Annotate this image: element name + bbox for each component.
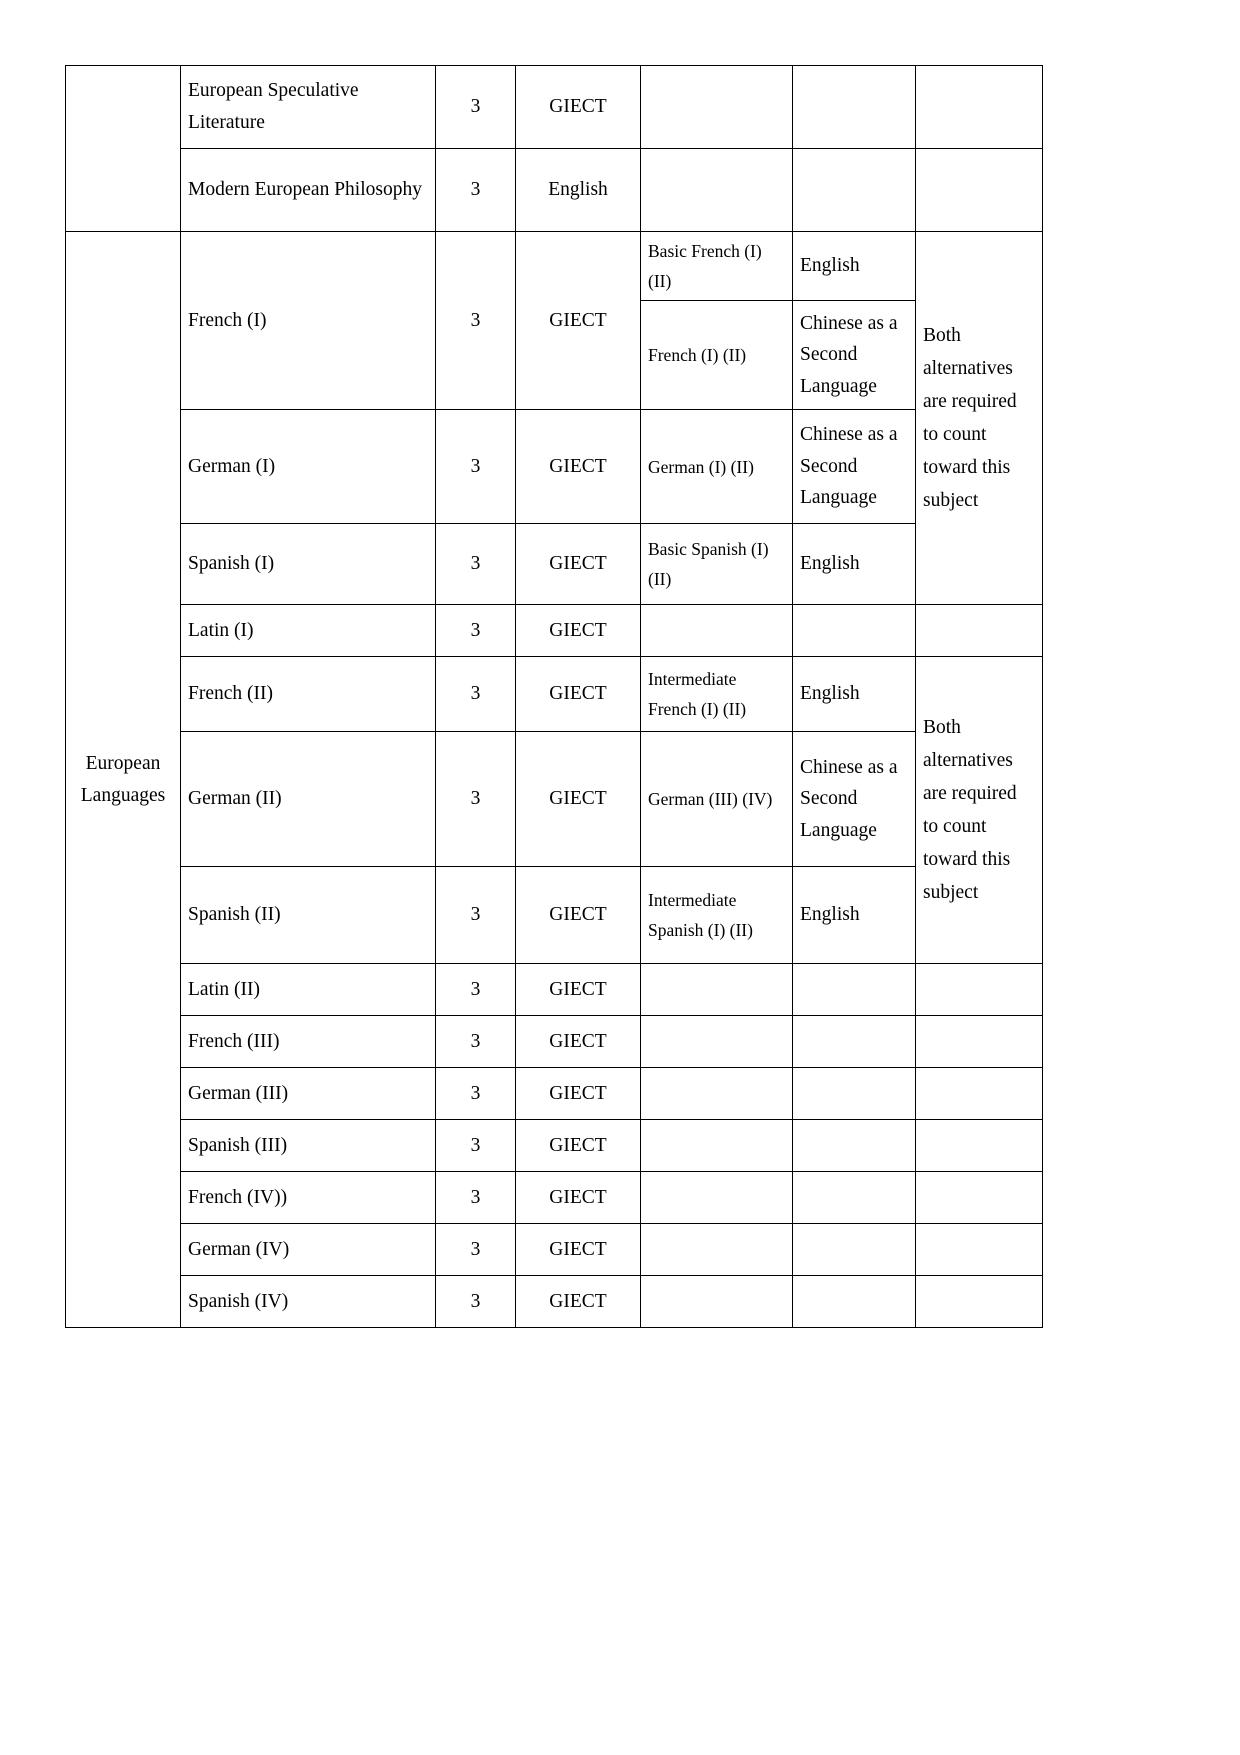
- table-row: [66, 732, 1043, 867]
- cell-credits: 3: [436, 410, 516, 524]
- cell-alternative-course: [641, 149, 793, 232]
- cell-medium: GIECT: [516, 867, 641, 964]
- cell-credits: 3: [436, 149, 516, 232]
- cell-alternative-course: Intermediate French (I) (II): [641, 657, 793, 732]
- cell-alternative-medium: English: [793, 524, 916, 605]
- cell-alternative-course: Basic Spanish (I) (II): [641, 524, 793, 605]
- table-row: [66, 1172, 1043, 1224]
- cell-alternative-medium: [793, 1120, 916, 1172]
- cell-course-name: German (II): [181, 732, 436, 867]
- cell-alternative-course: [641, 1120, 793, 1172]
- cell-alternative-course: [641, 1016, 793, 1068]
- cell-course-name: German (III): [181, 1068, 436, 1120]
- table-row: [66, 605, 1043, 657]
- cell-alternative-course: [641, 66, 793, 149]
- cell-note: [916, 605, 1043, 657]
- course-requirements-table: [65, 65, 1043, 1328]
- cell-course-name: Spanish (I): [181, 524, 436, 605]
- table-row: [66, 657, 1043, 732]
- cell-medium: GIECT: [516, 657, 641, 732]
- table-row: [66, 66, 1043, 149]
- cell-alternative-medium: [793, 605, 916, 657]
- cell-alternative-course: [641, 1172, 793, 1224]
- cell-alternative-course: French (I) (II): [641, 301, 793, 410]
- cell-medium: GIECT: [516, 1068, 641, 1120]
- cell-credits: 3: [436, 1120, 516, 1172]
- cell-medium: GIECT: [516, 1172, 641, 1224]
- table-row: [66, 232, 1043, 301]
- cell-course-name: French (IV)): [181, 1172, 436, 1224]
- cell-note-group-1: Both alternatives are required to count toward this subject: [916, 232, 1043, 605]
- table-row: [66, 1120, 1043, 1172]
- cell-note: [916, 149, 1043, 232]
- cell-medium: GIECT: [516, 1276, 641, 1328]
- cell-alternative-course: Intermediate Spanish (I) (II): [641, 867, 793, 964]
- cell-alternative-medium: English: [793, 657, 916, 732]
- cell-course-name: European Speculative Literature: [181, 66, 436, 149]
- cell-credits: 3: [436, 1276, 516, 1328]
- cell-note: [916, 1276, 1043, 1328]
- table-row: [66, 1016, 1043, 1068]
- cell-course-name: Modern European Philosophy: [181, 149, 436, 232]
- cell-medium: GIECT: [516, 232, 641, 410]
- table-row: [66, 1276, 1043, 1328]
- cell-course-name: French (III): [181, 1016, 436, 1068]
- table-row: [66, 410, 1043, 524]
- cell-medium: GIECT: [516, 732, 641, 867]
- cell-note: [916, 1068, 1043, 1120]
- table-row: [66, 1224, 1043, 1276]
- cell-medium: GIECT: [516, 1016, 641, 1068]
- cell-course-name: French (I): [181, 232, 436, 410]
- cell-medium: GIECT: [516, 964, 641, 1016]
- cell-medium: GIECT: [516, 605, 641, 657]
- cell-medium: GIECT: [516, 1224, 641, 1276]
- cell-course-name: German (IV): [181, 1224, 436, 1276]
- cell-credits: 3: [436, 232, 516, 410]
- cell-course-name: German (I): [181, 410, 436, 524]
- cell-alternative-medium: Chinese as a Second Language: [793, 410, 916, 524]
- cell-credits: 3: [436, 66, 516, 149]
- cell-alternative-course: [641, 1224, 793, 1276]
- cell-alternative-medium: [793, 1172, 916, 1224]
- cell-credits: 3: [436, 524, 516, 605]
- cell-course-name: Latin (I): [181, 605, 436, 657]
- cell-credits: 3: [436, 657, 516, 732]
- table-row: [66, 867, 1043, 964]
- cell-credits: 3: [436, 964, 516, 1016]
- cell-alternative-medium: [793, 66, 916, 149]
- cell-course-name: French (II): [181, 657, 436, 732]
- cell-subject-area-continued: [66, 66, 181, 232]
- cell-medium: GIECT: [516, 1120, 641, 1172]
- cell-course-name: Latin (II): [181, 964, 436, 1016]
- cell-note-group-2: Both alternatives are required to count toward this subject: [916, 657, 1043, 964]
- cell-note: [916, 1016, 1043, 1068]
- cell-alternative-course: [641, 1068, 793, 1120]
- table-row: [66, 964, 1043, 1016]
- cell-medium: English: [516, 149, 641, 232]
- cell-course-name: Spanish (II): [181, 867, 436, 964]
- cell-alternative-medium: [793, 1276, 916, 1328]
- cell-alternative-medium: [793, 1068, 916, 1120]
- cell-alternative-medium: [793, 964, 916, 1016]
- cell-alternative-course: German (I) (II): [641, 410, 793, 524]
- cell-credits: 3: [436, 867, 516, 964]
- cell-alternative-medium: Chinese as a Second Language: [793, 732, 916, 867]
- table-row: [66, 1068, 1043, 1120]
- cell-note: [916, 1224, 1043, 1276]
- table-row: [66, 524, 1043, 605]
- cell-alternative-course: Basic French (I) (II): [641, 232, 793, 301]
- cell-medium: GIECT: [516, 66, 641, 149]
- cell-credits: 3: [436, 1224, 516, 1276]
- cell-credits: 3: [436, 605, 516, 657]
- cell-credits: 3: [436, 1068, 516, 1120]
- cell-alternative-course: German (III) (IV): [641, 732, 793, 867]
- cell-alternative-medium: [793, 1224, 916, 1276]
- cell-course-name: Spanish (III): [181, 1120, 436, 1172]
- table-row: [66, 149, 1043, 232]
- cell-alternative-course: [641, 964, 793, 1016]
- cell-medium: GIECT: [516, 524, 641, 605]
- cell-course-name: Spanish (IV): [181, 1276, 436, 1328]
- cell-credits: 3: [436, 1016, 516, 1068]
- cell-alternative-medium: Chinese as a Second Language: [793, 301, 916, 410]
- cell-credits: 3: [436, 1172, 516, 1224]
- cell-note: [916, 66, 1043, 149]
- cell-alternative-medium: English: [793, 232, 916, 301]
- cell-credits: 3: [436, 732, 516, 867]
- cell-alternative-medium: English: [793, 867, 916, 964]
- cell-alternative-medium: [793, 149, 916, 232]
- cell-alternative-course: [641, 1276, 793, 1328]
- cell-note: [916, 1120, 1043, 1172]
- cell-alternative-medium: [793, 1016, 916, 1068]
- cell-alternative-course: [641, 605, 793, 657]
- cell-medium: GIECT: [516, 410, 641, 524]
- cell-note: [916, 964, 1043, 1016]
- cell-subject-area-european-languages: European Languages: [66, 232, 181, 1328]
- cell-note: [916, 1172, 1043, 1224]
